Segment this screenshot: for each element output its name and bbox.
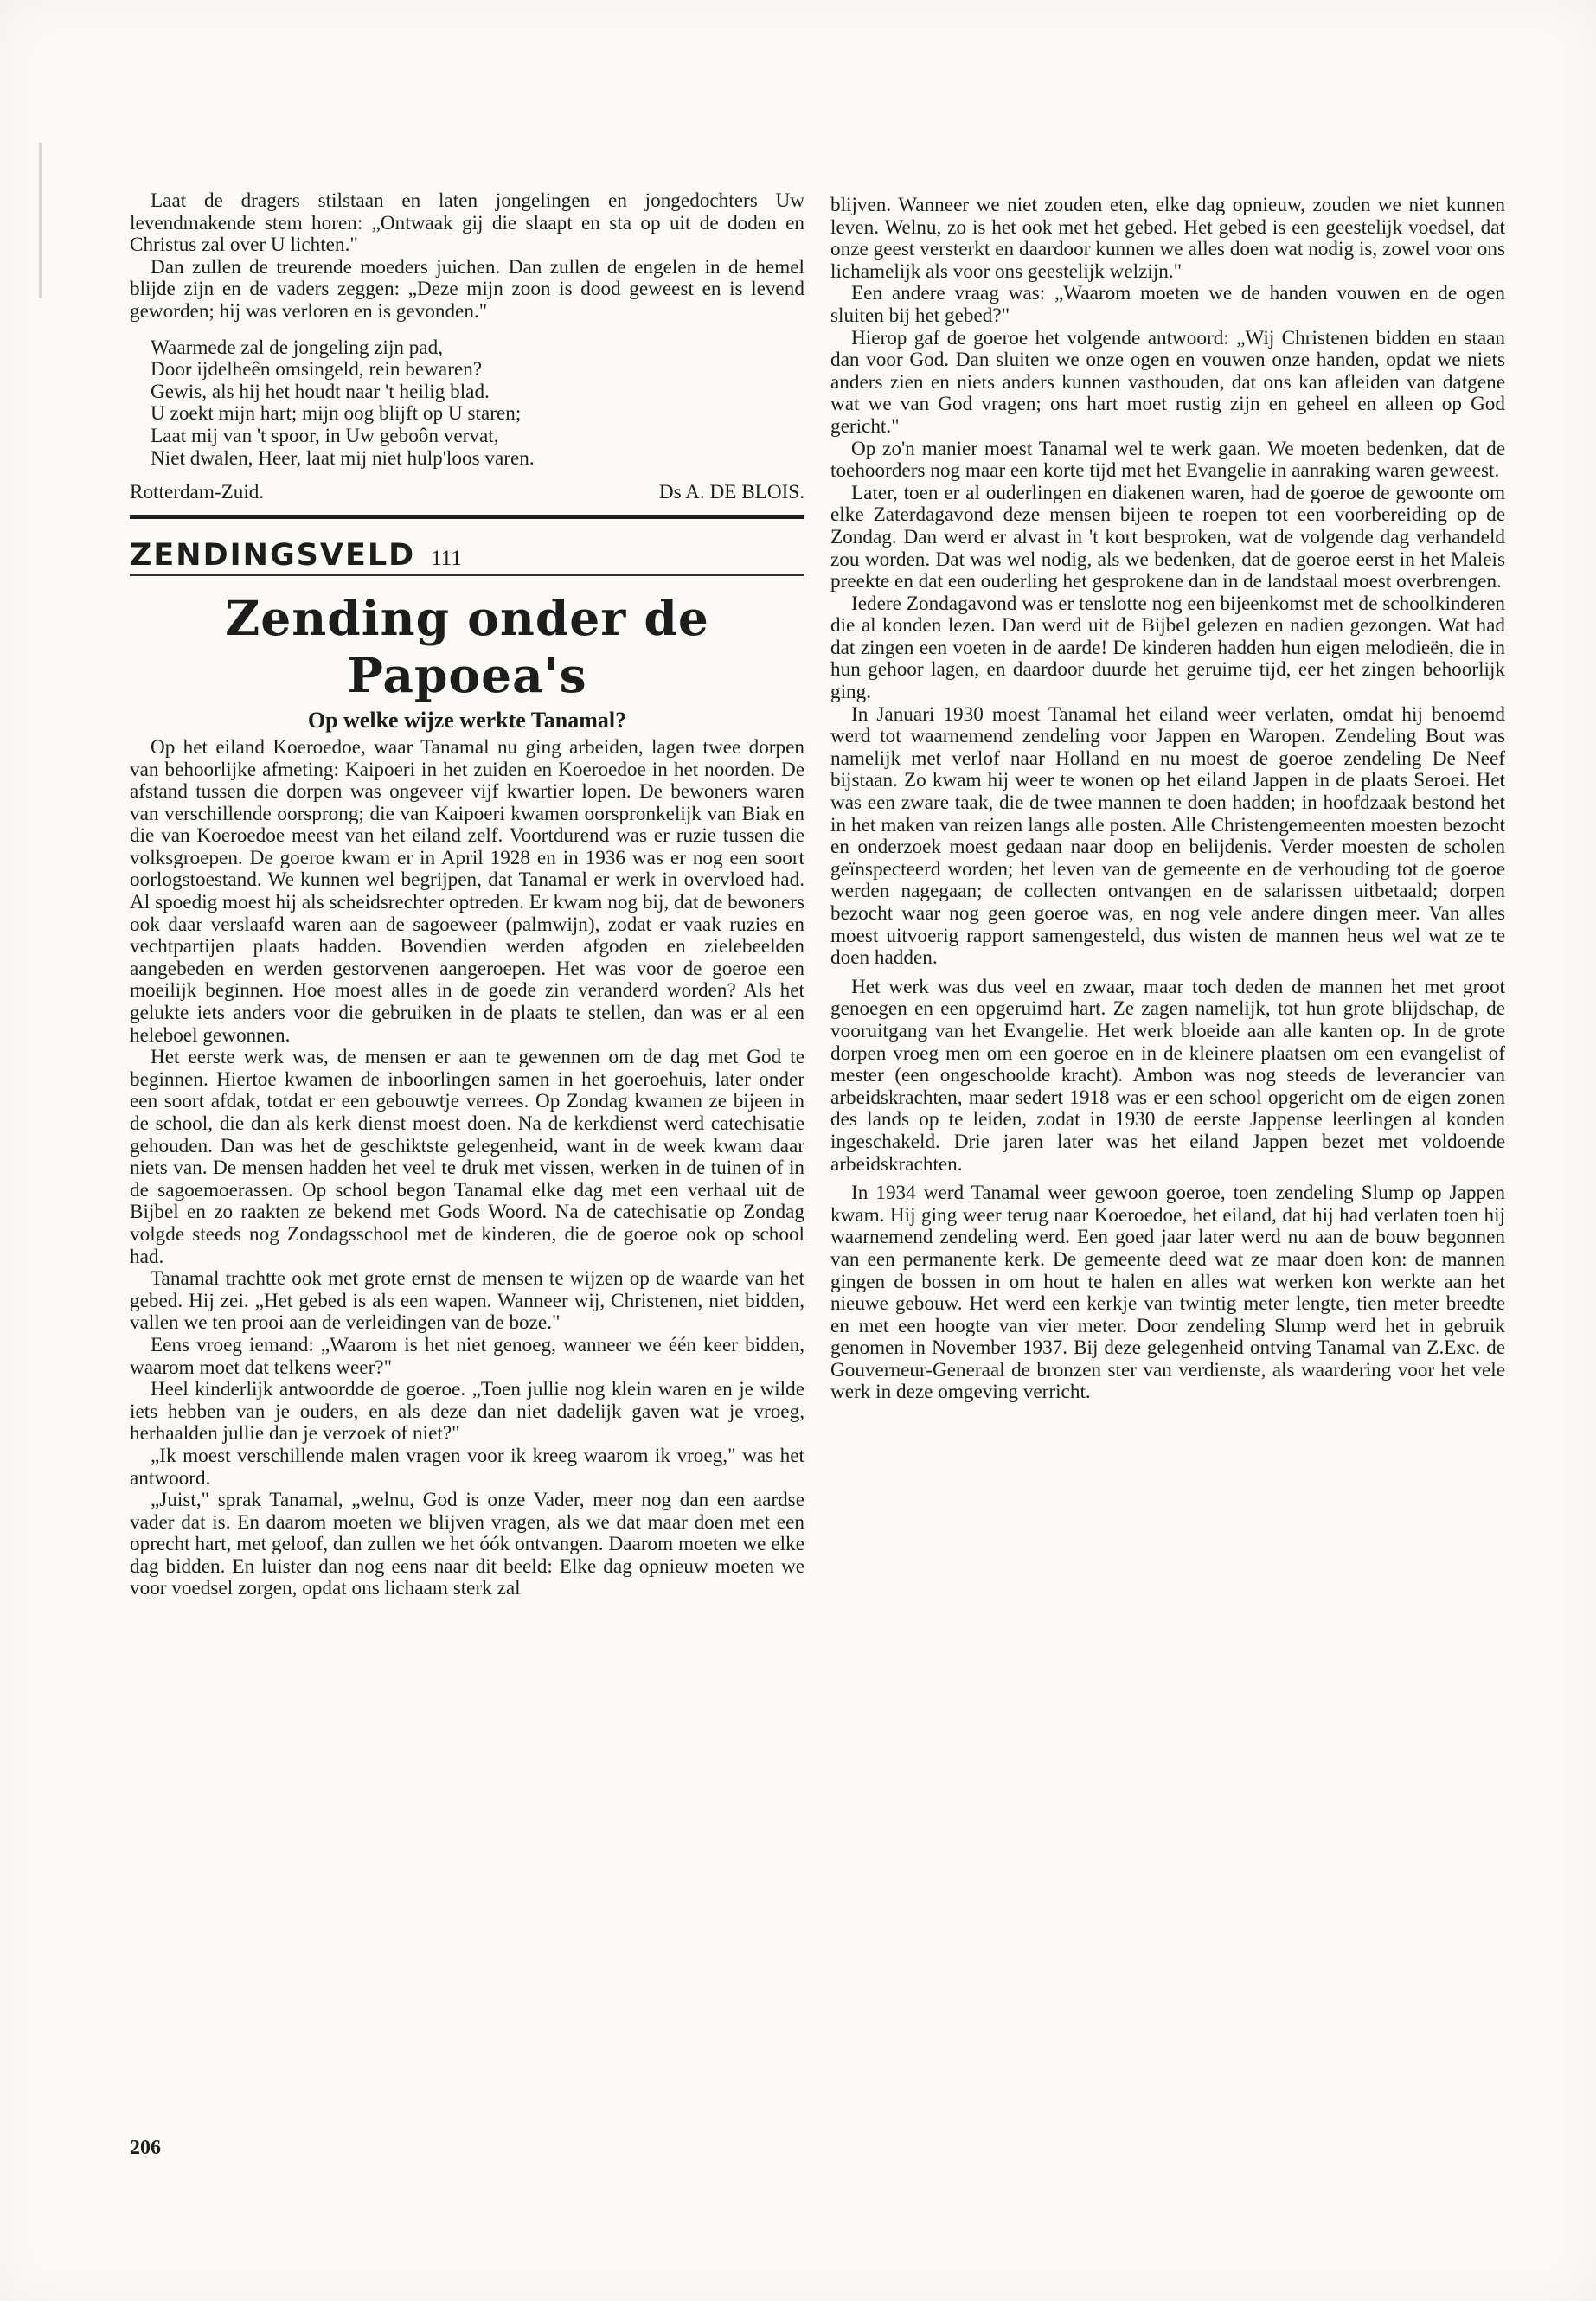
scan-margin-mark xyxy=(39,143,42,298)
poem-line: Waarmede zal de jongeling zijn pad, xyxy=(151,336,444,359)
right-paragraph-7: In Januari 1930 moest Tanamal het eiland weer verlaten, omdat hij benoemd werd tot waarnemend zendeling voor Jappen en Waropen. Zendeling Bout was namelijk met verlof naar Holland en nu moest de goeroe zendeling De Neef bijstaan. Zo kwam hij weer te wonen op het eiland Jappen in de plaats Seroei. Het was een zware taak, die de twee mannen te doen hadden; in hoofdzaak bestond het in het maken van reizen langs alle posten. Alle Christengemeenten moesten bezocht en onderzoek moest gedaan naar doop en belijdenis. Verder moesten de scholen geïnspecteerd worden; het leven van de gemeente en de verhouding tot de goeroe werden nagegaan; de collecten ontvangen en de salarissen uitbetaald; dorpen bezocht waar nog geen goeroe was, en nog vele andere dingen meer. Van alles moest uitvoerig rapport samengesteld, dus wisten de mannen heus wel wat ze te doen hadden. xyxy=(830,702,1505,970)
article-title: Zending onder de Papoea's xyxy=(225,590,709,704)
article-paragraph-4: Eens vroeg iemand: „Waarom is het niet genoeg, wanneer we één keer bidden, waarom moet dat telkens weer?" xyxy=(130,1333,804,1379)
section-label: ZENDINGSVELD xyxy=(130,537,416,573)
right-paragraph-5: Later, toen er al ouderlingen en diakenen waren, had de goeroe de gewoonte om elke Zaterdagavond deze mensen bijeen te roepen tot een voorbereiding op de Zondag. Dan werd er alvast in 't kort besproken, wat de volgende dag verhandeld zou worden. Dat was wel nodig, als we bedenken, dat de goeroe eerst in het Maleis preekte en dat een ouderling het gesprokene dan in de landstaal moest overbrengen. xyxy=(830,481,1505,593)
article-paragraph-2: Het eerste werk was, de mensen er aan te gewennen om de dag met God te beginnen. Hiertoe kwamen de inboorlingen samen in het goeroehuis, later onder een soort afdak, totdat er een gebouwtje verrees. Op Zondag kwamen ze bijeen in de school, die dan als kerk dienst moest doen. Na de kerkdienst werd catechisatie gehouden. Dan was het de geschiktste gelegenheid, want in de week kwam daar niets van. De mensen hadden het veel te druk met vissen, werken in de tuinen of in de sagoemoerassen. Op school begon Tanamal elke dag met een verhaal uit de Bijbel en zo raakten ze bekend met Gods Woord. Na de catechisatie op Zondag volgde steeds nog Zondagsschool met de kinderen, die de goeroe ook op school had. xyxy=(130,1046,804,1268)
section-rule xyxy=(130,574,804,576)
poem-line: Laat mij van 't spoor, in Uw geboôn vervat, xyxy=(151,424,499,447)
article-paragraph-6: „Ik moest verschillende malen vragen voor ik kreeg waarom ik vroeg," was het antwoord. xyxy=(130,1444,804,1490)
left-column xyxy=(130,190,804,1600)
right-paragraph-9: In 1934 werd Tanamal weer gewoon goeroe, toen zendeling Slump op Jappen kwam. Hij ging weer terug naar Koeroedoe, het eiland, dat hij had verlaten toen hij waarnemend zendeling werd. Een goed jaar later werd nu aan de bouw begonnen van een permanente kerk. De gemeente deed wat ze maar doen kon: de mannen gingen de bossen in om hout te halen en alles wat werken kon werkte aan het nieuwe gebouw. Het werd een kerkje van twintig meter lengte, tien meter breedte en met een hoogte van vier meter. Door zendeling Slump werd het in gebruik genomen in November 1937. Bij deze gelegenheid ontving Tanamal van Z.Exc. de Gouverneur-Generaal de bronzen ster van verdienste, als waardering voor het vele werk in deze omgeving verricht. xyxy=(830,1182,1505,1404)
section-number: 111 xyxy=(431,546,462,570)
right-paragraph-4: Op zo'n manier moest Tanamal wel te werk gaan. We moeten bedenken, dat de toehoorders nog maar een korte tijd met het Evangelie in aanraking waren geweest. xyxy=(830,437,1505,483)
right-paragraph-3: Hierop gaf de goeroe het volgende antwoord: „Wij Christenen bidden en staan dan voor God. Dan sluiten we onze ogen en vouwen onze handen, opdat we niets anders zien en niets anders kunnen vasthouden, dat ons kan afleiden van datgene wat we van God vragen; ons hart moet rustig zijn en geheel en alleen op God gericht." xyxy=(830,326,1505,438)
poem-line: Niet dwalen, Heer, laat mij niet hulp'loos varen. xyxy=(151,446,535,470)
divider-thick xyxy=(130,515,804,519)
article-paragraph-5: Heel kinderlijk antwoordde de goeroe. „Toen jullie nog klein waren en je wilde iets hebben van je ouders, en als deze dan niet dadelijk gaven wat je vroeg, herhaalden jullie dan je verzoek of niet?" xyxy=(130,1378,804,1445)
poem-line: Door ijdelheên omsingeld, rein bewaren? xyxy=(151,358,483,381)
article-subtitle: Op welke wijze werkte Tanamal? xyxy=(307,708,627,734)
right-column xyxy=(830,195,1505,1404)
right-paragraph-2: Een andere vraag was: „Waarom moeten we de handen vouwen en de ogen sluiten bij het gebed?" xyxy=(830,282,1505,327)
page-number: 206 xyxy=(130,2137,161,2159)
signature-row xyxy=(130,482,804,504)
article-paragraph-3: Tanamal trachtte ook met grote ernst de mensen te wijzen op de waarde van het gebed. Hij zei. „Het gebed is als een wapen. Wanneer wij, Christenen, niet bidden, vallen we ten prooi aan de verleidingen van de boze." xyxy=(130,1267,804,1335)
right-paragraph-1: blijven. Wanneer we niet zouden eten, elke dag opnieuw, zouden we niet kunnen leven. Welnu, zo is het ook met het gebed. Het gebed is een geestelijk voedsel, dat onze geest versterkt en daardoor kunnen we alles doen wat nodig is, zowel voor ons lichamelijk als voor ons geestelijk welzijn." xyxy=(830,194,1505,283)
poem-line: Gewis, als hij het houdt naar 't heilig blad. xyxy=(151,380,490,403)
signature-place: Rotterdam-Zuid. xyxy=(130,481,265,504)
intro-paragraph-1: Laat de dragers stilstaan en laten jongelingen en jongedochters Uw levendmakende stem horen: „Ontwaak gij die slaapt en sta op uit de doden en Christus zal over U lichten." xyxy=(130,189,804,257)
signature-name: Ds A. DE BLOIS. xyxy=(658,481,804,504)
poem xyxy=(151,337,804,471)
intro-paragraph-2: Dan zullen de treurende moeders juichen. Dan zullen de engelen in de hemel blijde zijn en de vaders zeggen: „Deze mijn zoon is dood geweest en is levend geworden; hij was verloren en is gevonden." xyxy=(130,255,804,323)
right-paragraph-8: Het werk was dus veel en zwaar, maar toch deden de mannen het met groot genoegen en een opgeruimd hart. Ze zagen namelijk, tot hun grote blijdschap, de vooruitgang van het Evangelie. Het werk bloeide aan alle kanten op. In de grote dorpen vroeg men om een goeroe en in de kleinere plaatsen om een evangelist of mester (een ongeschoolde kracht). Ambon was nog steeds de leverancier van arbeidskrachten, maar sedert 1918 was er een school opgericht om de eigen zonen des lands op te leiden, zodat in 1930 de eerste Jappense leerlingen al konden ingeschakeld. Drie jaren later was het eiland Jappen bezet met voldoende arbeidskrachten. xyxy=(830,975,1505,1176)
article-paragraph-1: Op het eiland Koeroedoe, waar Tanamal nu ging arbeiden, lagen twee dorpen van behoorlijke afmeting: Kaipoeri in het zuiden en Koeroedoe in het noorden. De afstand tussen die dorpen was ongeveer vijf kwartier lopen. De bewoners waren van verschillende oorsprong; die van Kaipoeri kwamen oorspronkelijk van Biak en die van Koeroedoe meest van het eiland zelf. Voortdurend was er ruzie tussen die volksgroepen. De goeroe kwam er in April 1928 en in 1936 was er nog een soort oorlogstoestand. We kunnen wel begrijpen, dat Tanamal er werk in overvloed had. Al spoedig moest hij als scheidsrechter optreden. Er kwam nog bij, dat de bewoners ook daar verslaafd waren aan de sagoeweer (palmwijn), zodat er vaak ruzies en vechtpartijen plaats hadden. Bovendien werden afgoden en zielebeelden aangebeden en werden gestorvenen aangeroepen. Het was voor de goeroe een moeilijk beginnen. Hoe moest alles in de goede zin veranderd worden? Als het gelukte iets anders voor die gebruiken in de plaats te stellen, dan was er al een heleboel gewonnen. xyxy=(130,735,804,1047)
article-paragraph-7: „Juist," sprak Tanamal, „welnu, God is onze Vader, meer nog dan een aardse vader dat is. En daarom moeten we blijven vragen, als we dat maar doen met een oprecht hart, met geloof, dan zullen we het óók ontvangen. Daarom moeten we elke dag bidden. En luister dan nog eens naar dit beeld: Elke dag opnieuw moeten we voor voedsel zorgen, opdat ons lichaam sterk zal xyxy=(130,1489,804,1600)
poem-line: U zoekt mijn hart; mijn oog blijft op U staren; xyxy=(151,402,522,426)
right-paragraph-6: Iedere Zondagavond was er tenslotte nog een bijeenkomst met de schoolkinderen die al konden lezen. Dan werd uit de Bijbel gelezen en nadien gezongen. Wat had dat zingen een voeten in de aarde! De kinderen hadden hun eigen melodieën, die in hun gehoor lagen, en daardoor duurde het geruime tijd, eer het zingen behoorlijk ging. xyxy=(830,592,1505,704)
section-header xyxy=(130,537,804,573)
